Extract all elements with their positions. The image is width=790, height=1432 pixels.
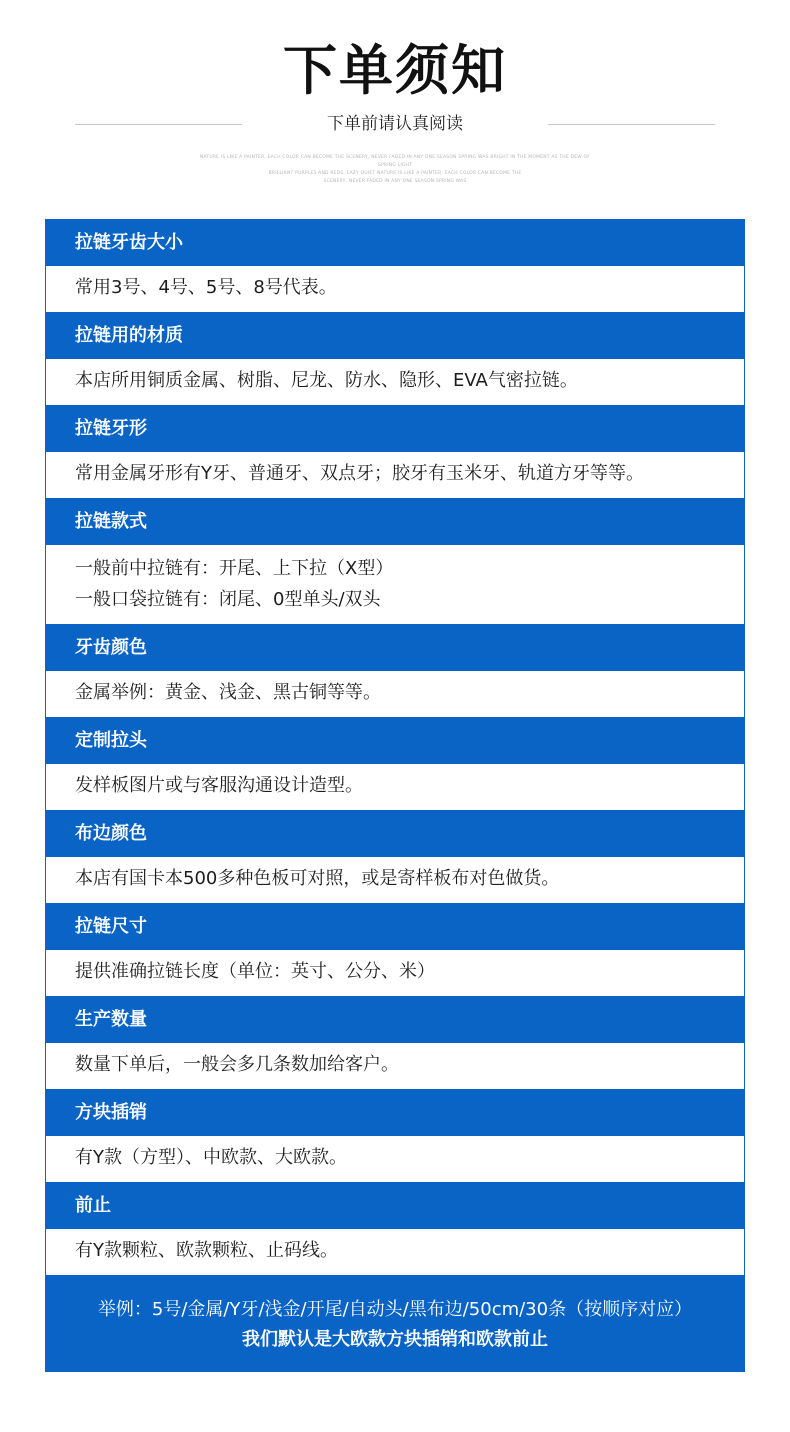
section-text: 发样板图片或与客服沟通设计造型。 <box>75 775 363 796</box>
section-text: 有Y款颗粒、欧款颗粒、止码线。 <box>75 1240 338 1261</box>
section-text: 一般口袋拉链有：闭尾、0型单头/双头 <box>75 589 381 610</box>
section-heading: 生产数量 <box>45 996 745 1043</box>
section-heading: 拉链尺寸 <box>45 903 745 950</box>
divider-right <box>548 124 715 125</box>
subtitle-row <box>0 112 790 136</box>
section-text: 常用3号、4号、5号、8号代表。 <box>75 277 337 298</box>
section-tooth-size <box>45 219 745 312</box>
section-heading: 牙齿颜色 <box>45 624 745 671</box>
page-subtitle: 下单前请认真阅读 <box>327 114 463 134</box>
section-heading: 定制拉头 <box>45 717 745 764</box>
section-heading: 拉链牙形 <box>45 405 745 452</box>
tagline-line: NATURE IS LIKE A PAINTER, EACH COLOR CAN BECOME THE SCENERY, NEVER FADED IN ANY ONE SEASON SPRING WAS BRIGHT IN THE MOMENT AS THE DEW OF SPRING LIGHT <box>199 155 591 168</box>
notice-panel <box>45 219 745 1372</box>
section-body <box>45 545 745 624</box>
section-text: 本店所用铜质金属、树脂、尼龙、防水、隐形、EVA气密拉链。 <box>75 370 578 391</box>
section-size <box>45 903 745 996</box>
tagline-line: SCENERY, NEVER FADED IN ANY ONE SEASON SPRING WAS <box>323 179 467 184</box>
example-text: 举例：5号/金属/Y牙/浅金/开尾/自动头/黑布边/50cm/30条（按顺序对应） <box>97 1299 693 1320</box>
section-body <box>45 1229 745 1275</box>
section-square-pin <box>45 1089 745 1182</box>
section-custom-puller <box>45 717 745 810</box>
section-body <box>45 671 745 717</box>
section-text: 金属举例：黄金、浅金、黑古铜等等。 <box>75 682 381 703</box>
decorative-tagline <box>195 154 595 186</box>
section-body <box>45 764 745 810</box>
section-body <box>45 950 745 996</box>
section-body <box>45 1136 745 1182</box>
section-text: 本店有国卡本500多种色板可对照，或是寄样板布对色做货。 <box>75 868 560 889</box>
section-heading: 拉链用的材质 <box>45 312 745 359</box>
section-top-stop <box>45 1182 745 1275</box>
section-body <box>45 266 745 312</box>
section-heading: 拉链款式 <box>45 498 745 545</box>
section-style <box>45 498 745 624</box>
section-tooth-shape <box>45 405 745 498</box>
section-body <box>45 359 745 405</box>
section-heading: 方块插销 <box>45 1089 745 1136</box>
page-title: 下单须知 <box>283 39 507 102</box>
section-tooth-color <box>45 624 745 717</box>
tagline-line: BRILLIANT PURPLES AND REDS, LAZY QUIET NATURE IS LIKE A PAINTER, EACH COLOR CAN BECOME THE <box>268 171 522 176</box>
section-body <box>45 857 745 903</box>
section-text: 数量下单后，一般会多几条数加给客户。 <box>75 1054 399 1075</box>
section-text: 有Y款（方型）、中欧款、大欧款。 <box>75 1147 347 1168</box>
section-quantity <box>45 996 745 1089</box>
section-heading: 布边颜色 <box>45 810 745 857</box>
section-text: 常用金属牙形有Y牙、普通牙、双点牙；胶牙有玉米牙、轨道方牙等等。 <box>75 463 644 484</box>
section-tape-color <box>45 810 745 903</box>
section-text: 一般前中拉链有：开尾、上下拉（X型） <box>75 558 394 579</box>
section-body <box>45 1043 745 1089</box>
section-heading: 拉链牙齿大小 <box>45 219 745 266</box>
section-text: 提供准确拉链长度（单位：英寸、公分、米） <box>75 961 435 982</box>
section-body <box>45 452 745 498</box>
section-material <box>45 312 745 405</box>
default-note: 我们默认是大欧款方块插销和欧款前止 <box>242 1329 548 1350</box>
example-footer <box>45 1275 745 1372</box>
section-heading: 前止 <box>45 1182 745 1229</box>
